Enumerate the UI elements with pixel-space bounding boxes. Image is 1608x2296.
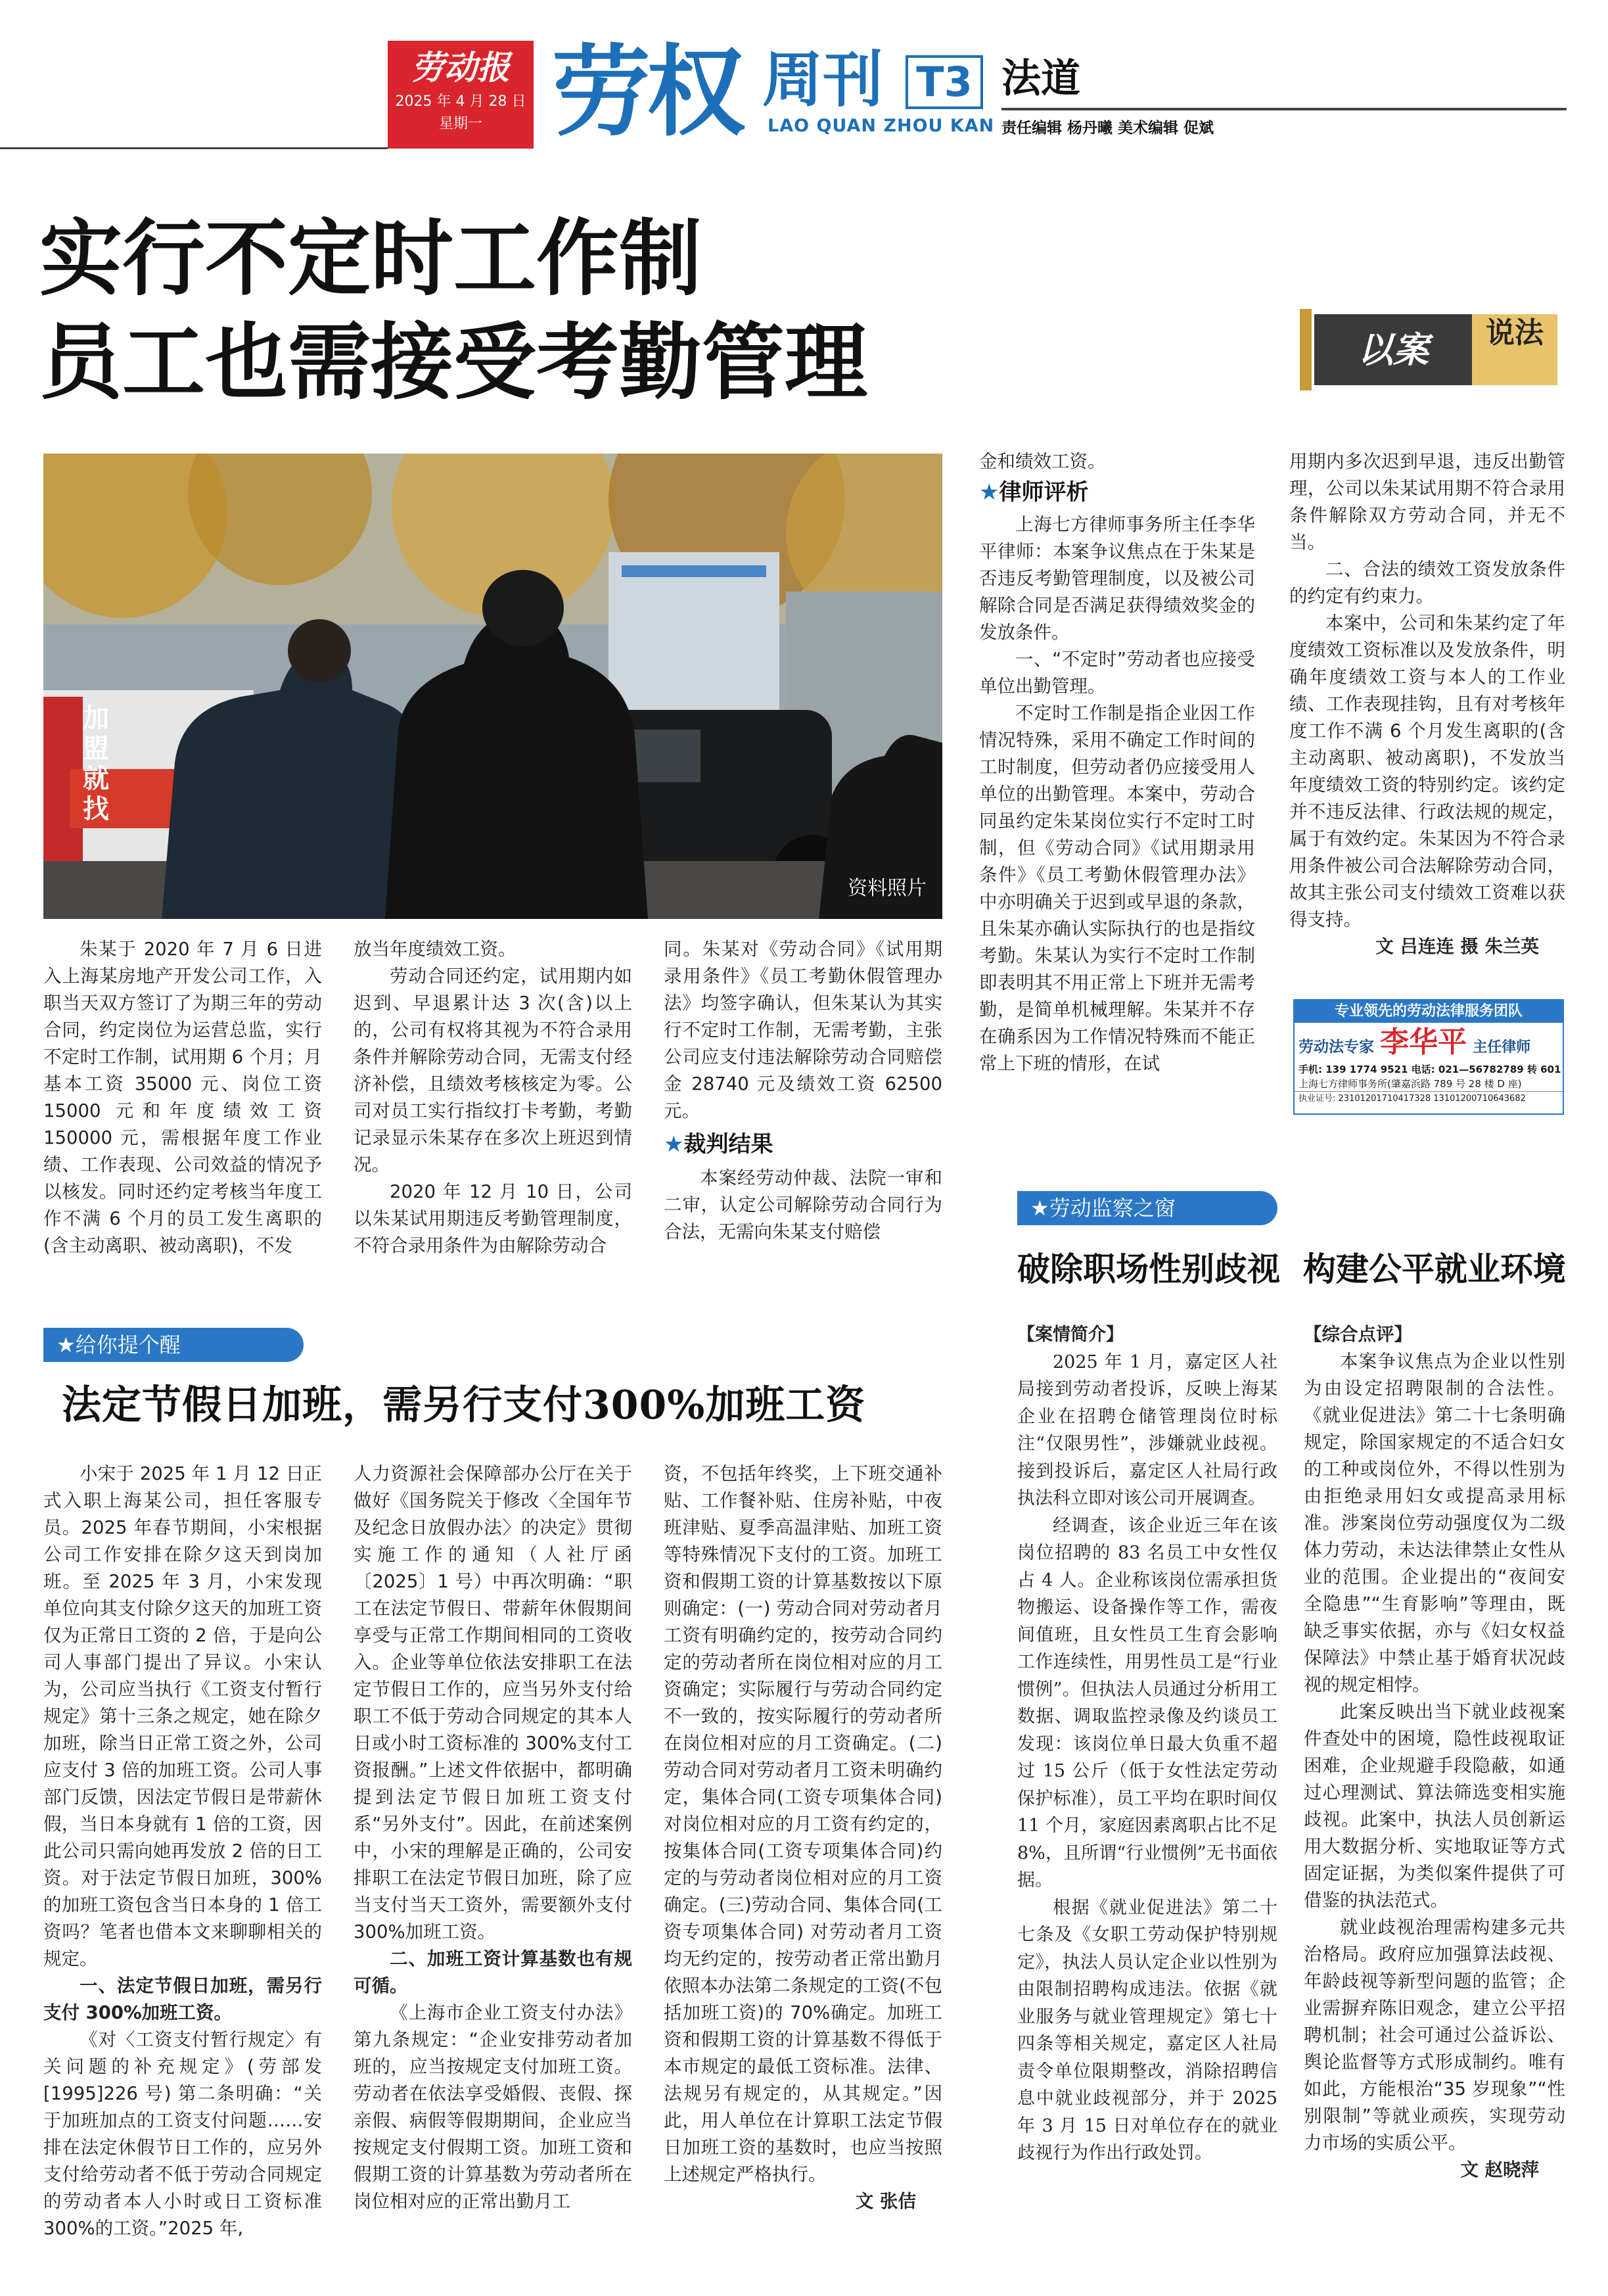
main-article-col-4 [979,448,1255,1270]
photo-caption: 资料照片 [848,877,927,900]
paragraph: 不定时工作制是指企业因工作情况特殊，采用不确定工作时间的工时制度，但劳动者仍应接受用人单位的出勤管理。本案中，劳动合同虽约定朱某岗位实行不定时工时制，但《劳动合同》《试用期录用条件》《员工考勤休假管理办法》中亦明确关于迟到或早退的条款，且朱某亦确认实际执行的也是指纹考勤。朱某认为实行不定时工作制即表明其不用正常上下班并无需考勤，是简单机械理解。朱某并不存在确系因为工作情况特殊而不能正常上下班的情形，在试 [979,703,1255,1074]
main-headline-line-1: 实行不定时工作制 [39,210,702,307]
case-heading: 【案情简介】 [1017,1324,1124,1345]
main-article-col-2 [354,936,632,1271]
paragraph: 人力资源社会保障部办公厅在关于做好《国务院关于修改〈全国年节及纪念日放假办法〉的决定》贯彻实施工作的通知（人社厅函〔2025〕1 号）中再次明确：“职工在法定节假日、带薪年休假期间享受与正常工作期间相同的工资收入。企业等单位依法安排职工在法定节假日工作的，应当另外支付给职工不低于劳动合同规定的其本人日或小时工资标准的 300%支付工资报酬。”上述文件依据中，都明确提到法定节假日加班工资支付系“另外支付”。因此，在前述案例中，小宋的理解是正确的，公司安排职工在法定节假日加班，除了应当支付当天工资外，需要额外支付 300%加班工资。 [354,1463,632,1942]
tag-text-2: 说法 [1486,316,1544,350]
verdict-heading [664,1131,942,1158]
ad-contact: 手机: 139 1774 9521 电话: 021—56782789 转 601 [1298,1064,1561,1075]
main-article-col-1 [43,936,322,1271]
paragraph: 本案经劳动仲裁、法院一审和二审，认定公司解除劳动合同行为合法，无需向朱某支付赔偿 [664,1167,942,1242]
inspection-tag-text: 劳动监察之窗 [1049,1196,1176,1221]
issue-date: 2025 年 4 月 28 日 [395,93,526,110]
paragraph: 劳动合同还约定，试用期内如迟到、早退累计达 3 次(含)以上的，公司有权将其视为不符合录用条件并解除劳动合同，无需支付经济补偿，且绩效考核核定为零。公司对员工实行指纹打卡考勤，考勤记录显示朱某存在多次上班迟到情况。 [354,966,632,1175]
main-article-col-3 [664,936,942,1271]
paragraph: 同。朱某对《劳动合同》《试用期录用条件》《员工考勤休假管理办法》均签字确认，但朱某认为其实行不定时工作制，无需考勤，主张公司应支付违法解除劳动合同赔偿金 28740 元及绩效工资 62500 元。 [664,939,942,1121]
ad-banner: 专业领先的劳动法律服务团队 [1295,1000,1563,1023]
section-name: 法道 [1001,56,1080,102]
tag-text-1: 以案 [1358,329,1429,371]
byline: 文 张佶 [855,2191,916,2212]
paragraph: 小宋于 2025 年 1 月 12 日正式入职上海某公司，担任客服专员。2025 年春节期间，小宋根据公司工作安排在除夕这天到岗加班。至 2025 年 3 月，小宋发现单位向其支付除夕这天的加班工资仅为正常日工资的 2 倍，于是向公司人事部门提出了异议。小宋认为，公司应当执行《工资支付暂行规定》第十三条之规定，她在除夕加班，除当日正常工资之外，公司应支付 3 倍的加班工资。公司人事部门反馈，因法定节假日是带薪休假，当日本身就有 1 倍的工资，因此公司只需向她再发放 2 倍的日工资。对于法定节假日加班，300%的加班工资包含当日本身的 1 倍工资吗？笔者也借本文来聊聊相关的规定。 [43,1463,322,1969]
paragraph: 《上海市企业工资支付办法》第九条规定：“企业安排劳动者加班的，应当按规定支付加班工资。劳动者在依法享受婚假、丧假、探亲假、病假等假期期间，企业应当按规定支付假期工资。加班工资和假期工资的计算基数为劳动者所在岗位相对应的正常出勤月工 [354,2002,632,2212]
masthead-rule-left [0,147,388,149]
masthead-rule-right [1001,108,1567,110]
reminder-col-1 [43,1461,322,2268]
photo-sign-text: 加盟就找 [83,703,109,824]
masthead-sub-title: 周刊 [762,45,884,115]
paragraph: 《对〈工资支付暂行规定〉有关问题的补充规定》(劳部发[1995]226 号) 第二条明确：“关于加班加点的工资支付问题……安排在法定休假节日工作的，应另外支付给劳动者不低于劳动合同规定的劳动者本人小时或日工资标准 300%的工资。”2025 年, [43,2029,322,2239]
byline: 文 吕连连 摄 朱兰英 [1375,936,1539,957]
reminder-col-2 [354,1461,632,2268]
paragraph: 放当年度绩效工资。 [354,939,517,960]
star-icon: ★ [664,1131,684,1158]
ad-license: 执业证号: 23101201710417328 13101200710643682 [1295,1091,1563,1106]
paragraph: 此案反映出当下就业歧视案件查处中的困境，隐性歧视取证困难，企业规避手段隐蔽，如通过心理测试、算法筛选变相实施歧视。此案中，执法人员创新运用大数据分析、实地取证等方式固定证据，为类似案件提供了可借鉴的执法范式。 [1304,1701,1565,1911]
case-law-tag [1300,309,1563,390]
section-heading: 二、加班工资计算基数也有规可循。 [354,1948,632,1996]
main-headline-line-2: 员工也需接受考勤管理 [39,314,867,411]
paragraph: 二、合法的绩效工资发放条件的约定有约束力。 [1289,559,1565,607]
comment-heading: 【综合点评】 [1304,1324,1412,1345]
tag-dark-box [1314,314,1472,385]
paper-logo-box [388,41,534,149]
main-photo [43,454,942,919]
ad-lawyer-name: 李华平 [1380,1025,1467,1059]
issue-weekday: 星期一 [438,116,482,132]
ad-label: 劳动法专家 [1298,1039,1374,1056]
paragraph: 本案争议焦点为企业以性别为由设定招聘限制的合法性。《就业促进法》第二十七条明确规定，除国家规定的不适合妇女的工种或岗位外，不得以性别为由拒绝录用妇女或提高录用标准。涉案岗位劳动强度仅为二级体力劳动，未达法律禁止女性从业的范围。企业提出的“夜间安全隐患”“生育影响”等理由，既缺乏事实依据，亦与《妇女权益保障法》中禁止基于婚育状况歧视的规定相悖。 [1304,1351,1565,1695]
paragraph: 2025 年 1 月，嘉定区人社局接到劳动者投诉，反映上海某企业在招聘仓储管理岗位时标注“仅限男性”，涉嫌就业歧视。接到投诉后，嘉定区人社局行政执法科立即对该公司开展调查。 [1017,1351,1277,1509]
page-code: T3 [906,55,983,109]
photo-scene [43,454,942,919]
tag-light-box [1472,314,1557,385]
reminder-tag [43,1328,304,1362]
reminder-tag-text: 给你提个醒 [75,1332,181,1357]
masthead-big-title: 劳权 [552,35,742,150]
main-article-col-5 [1289,448,1565,978]
paragraph: 一、“不定时”劳动者也应接受单位出勤管理。 [979,649,1255,697]
paragraph: 经调查，该企业近三年在该岗位招聘的 83 名员工中女性仅占 4 人。企业称该岗位需承担货物搬运、设备操作等工作，需夜间值班，且女性员工生育会影响工作连续性，用男性员工是“行业惯例”。但执法人员通过分析用工数据、调取监控录像及约谈员工发现：该岗位单日最大负重不超过 15 公斤（低于女性法定劳动保护标准），员工平均在职时间仅 11 个月，家庭因素离职占比不足 8%，且所谓“行业惯例”无书面依据。 [1017,1515,1277,1890]
lawyer-heading [979,479,1255,506]
paragraph: 资，不包括年终奖，上下班交通补贴、工作餐补贴、住房补贴，中夜班津贴、夏季高温津贴、加班工资等特殊情况下支付的工资。加班工资和假期工资的计算基数按以下原则确定：(一) 劳动合同对劳动者月工资有明确约定的，按劳动合同约定的劳动者所在岗位相对应的月工资确定；实际履行与劳动合同约定不一致的，按实际履行的劳动者所在岗位相对应的月工资确定。(二)劳动合同对劳动者月工资未明确约定，集体合同(工资专项集体合同)对岗位相对应的月工资有约定的，按集体合同(工资专项集体合同)约定的与劳动者岗位相对应的月工资确定。(三)劳动合同、集体合同(工资专项集体合同) 对劳动者月工资均无约定的，按劳动者正常出勤月依照本办法第二条规定的工资(不包括加班工资)的 70%确定。加班工资和假期工资的计算基数不得低于本市规定的最低工资标准。法律、法规另有规定的，从其规定。”因此，用人单位在计算职工法定节假日加班工资的基数时，也应当按照上述规定严格执行。 [664,1463,942,2185]
reminder-col-3 [664,1461,942,2268]
reminder-headline: 法定节假日加班，需另行支付300%加班工资 [62,1382,866,1428]
tag-stripe [1300,309,1312,390]
paper-name: 劳动报 [411,48,510,87]
star-icon: ★ [979,479,999,505]
masthead-pinyin: LAO QUAN ZHOU KAN [768,116,995,136]
lawyer-heading-text: 律师评析 [999,479,1089,505]
ad-title: 主任律师 [1473,1039,1531,1056]
paragraph: 朱某于 2020 年 7 月 6 日进入上海某房地产开发公司工作，入职当天双方签订了为期三年的劳动合同，约定岗位为运营总监，实行不定时工作制，试用期 6 个月；月基本工资 35000 元、岗位工资 15000 元和年度绩效工资 150000 元，需根据年度工作业绩、工作表现、公司效益的情况予以核发。同时还约定考核当年度工作不满 6 个月的员工发生离职的(含主动离职、被动离职)，不发 [43,939,322,1256]
paragraph: 上海七方律师事务所主任李华平律师：本案争议焦点在于朱某是否违反考勤管理制度，以及被公司解除合同是否满足获得绩效奖金的发放条件。 [979,514,1255,643]
verdict-heading-text: 裁判结果 [683,1131,773,1158]
star-icon: ★ [1030,1196,1049,1221]
inspection-headline: 破除职场性别歧视 构建公平就业环境 [1017,1250,1566,1288]
inspection-tag [1017,1191,1277,1225]
paragraph: 金和绩效工资。 [979,451,1106,472]
paragraph: 本案中，公司和朱某约定了年度绩效工资标准以及发放条件，明确年度绩效工资与本人的工作业绩、工作表现挂钩，且有对考核年度工作不满 6 个月发生离职的(含主动离职、被动离职)，不发放当年度绩效工资的特别约定。该约定并不违反法律、行政法规的规定，属于有效约定。朱某因为不符合录用条件被公司合法解除劳动合同，故其主张公司支付绩效工资难以获得支持。 [1289,613,1565,930]
ad-name-row [1295,1023,1563,1062]
paragraph: 2020 年 12 月 10 日，公司以朱某试用期违反考勤管理制度，不符合录用条件为由解除劳动合 [354,1181,632,1256]
lawyer-ad [1293,999,1564,1115]
star-icon: ★ [57,1332,76,1357]
byline: 文 赵晓萍 [1460,2159,1539,2180]
inspection-comment-column [1304,1321,1565,2268]
paragraph: 用期内多次迟到早退，违反出勤管理，公司以朱某试用期不符合录用条件解除双方劳动合同，并无不当。 [1289,451,1565,553]
section-heading: 一、法定节假日加班，需另行支付 300%加班工资。 [43,1975,322,2023]
editor-credits: 责任编辑 杨丹曦 美术编辑 促斌 [1001,120,1214,137]
paragraph: 就业歧视治理需构建多元共治格局。政府应加强算法歧视、年龄歧视等新型问题的监管；企业需摒弃陈旧观念，建立公平招聘机制；社会可通过公益诉讼、舆论监督等方式形成制约。唯有如此，方能根治“35 岁现象”“性别限制”等就业顽疾，实现劳动力市场的实质公平。 [1304,1917,1565,2153]
ad-address: 上海七方律师事务所(肇嘉浜路 789 号 28 楼 D 座) [1298,1078,1522,1090]
paragraph: 根据《就业促进法》第二十七条及《女职工劳动保护特别规定》，执法人员认定企业以性别为由限制招聘构成违法。依据《就业服务与就业管理规定》第七十四条等相关规定，嘉定区人社局责令单位限期整改，消除招聘信息中就业歧视部分，并于 2025 年 3 月 15 日对单位存在的就业歧视行为作出行政处罚。 [1017,1897,1277,2163]
inspection-case-column [1017,1321,1277,2268]
